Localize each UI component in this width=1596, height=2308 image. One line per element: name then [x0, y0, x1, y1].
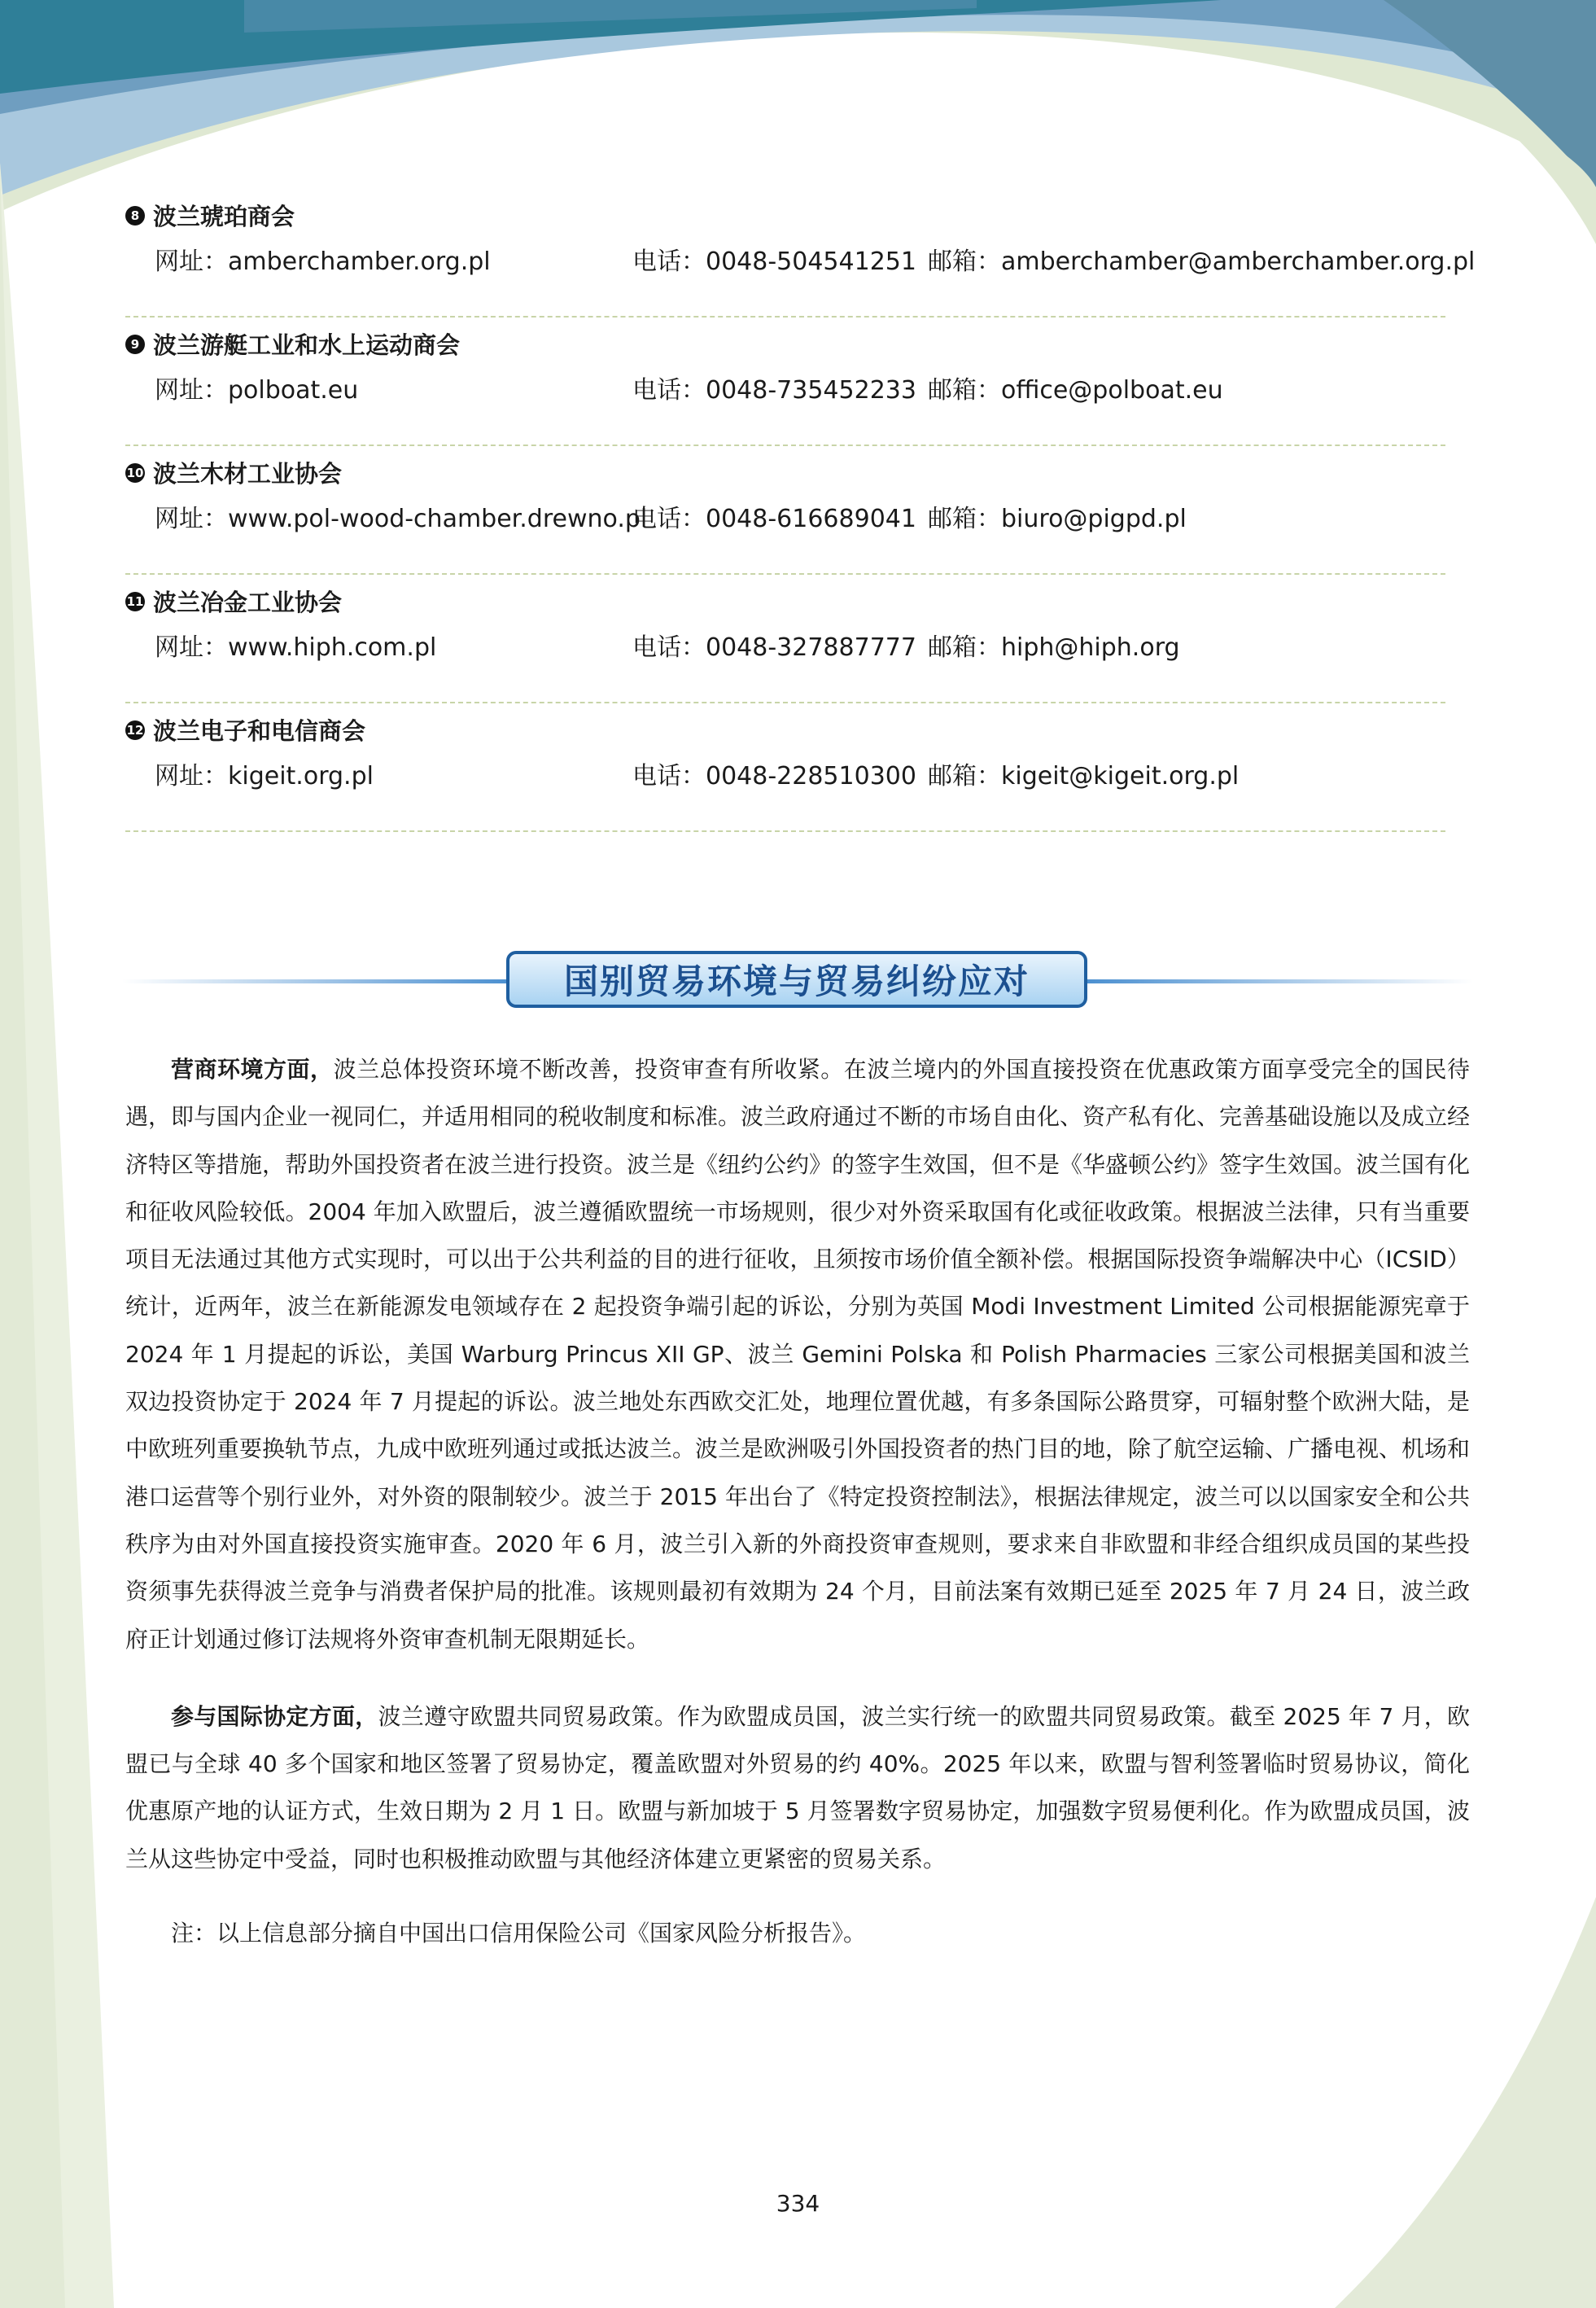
- paragraph-business-environment: [125, 1046, 1470, 1663]
- contact-name: 波兰冶金工业协会: [153, 589, 343, 616]
- contact-title: [125, 456, 342, 489]
- number-badge-icon: 8: [125, 206, 145, 226]
- contact-name: 波兰游艇工业和水上运动商会: [153, 331, 461, 359]
- contact-phone: 电话：0048-327887777: [632, 633, 916, 662]
- source-note: 注：以上信息部分摘自中国出口信用保险公司《国家风险分析报告》。: [171, 1920, 867, 1947]
- number-badge-icon: 12: [125, 720, 145, 740]
- number-badge-icon: 10: [125, 463, 145, 483]
- contact-entry: [125, 446, 1445, 575]
- contact-phone: 电话：0048-504541251: [632, 247, 916, 276]
- paragraph-text: 波兰遵守欧盟共同贸易政策。作为欧盟成员国，波兰实行统一的欧盟共同贸易政策。截至 2025 年 7 月，欧盟已与全球 40 多个国家和地区签署了贸易协定，覆盖欧盟对外贸易的约 40%。2025 年以来，欧盟与智利签署临时贸易协议，简化优惠原产地的认证方式，生效日期为 2 月 1 日。欧盟与新加坡于 5 月签署数字贸易协定，加强数字贸易便利化。作为欧盟成员国，波兰从这些协定中受益，同时也积极推动欧盟与其他经济体建立更紧密的贸易关系。: [125, 1702, 1470, 1872]
- contact-website[interactable]: 网址：polboat.eu: [155, 376, 359, 405]
- contact-title: [125, 713, 365, 747]
- contact-phone: 电话：0048-228510300: [632, 762, 916, 791]
- contact-email[interactable]: 邮箱：kigeit@kigeit.org.pl: [928, 762, 1240, 791]
- contact-email[interactable]: 邮箱：hiph@hiph.org: [928, 633, 1180, 662]
- paragraph-international-agreements: [125, 1693, 1470, 1883]
- section-heading: [122, 951, 1473, 1013]
- section-title: 国别贸易环境与贸易纠纷应对: [506, 951, 1087, 1008]
- heading-rule-right: [1082, 979, 1473, 983]
- contact-list: [125, 189, 1476, 832]
- contact-website[interactable]: 网址：amberchamber.org.pl: [155, 247, 491, 276]
- contact-email[interactable]: 邮箱：biuro@pigpd.pl: [928, 505, 1187, 533]
- contact-title: [125, 585, 342, 618]
- number-badge-icon: 9: [125, 335, 145, 354]
- contact-website[interactable]: 网址：kigeit.org.pl: [155, 762, 374, 791]
- contact-title: [125, 327, 460, 361]
- contact-name: 波兰木材工业协会: [153, 460, 343, 488]
- contact-entry: [125, 575, 1445, 703]
- contact-entry: [125, 703, 1445, 832]
- number-badge-icon: 11: [125, 592, 145, 611]
- paragraph-text: 波兰总体投资环境不断改善，投资审查有所收紧。在波兰境内的外国直接投资在优惠政策方面享受完全的国民待遇，即与国内企业一视同仁，并适用相同的税收制度和标准。波兰政府通过不断的市场自由化、资产私有化、完善基础设施以及成立经济特区等措施，帮助外国投资者在波兰进行投资。波兰是《纽约公约》的签字生效国，但不是《华盛顿公约》签字生效国。波兰国有化和征收风险较低。2004 年加入欧盟后，波兰遵循欧盟统一市场规则，很少对外资采取国有化或征收政策。根据波兰法律，只有当重要项目无法通过其他方式实现时，可以出于公共利益的目的进行征收，且须按市场价值全额补偿。根据国际投资争端解决中心（ICSID）统计，近两年，波兰在新能源发电领域存在 2 起投资争端引起的诉讼，分别为英国 Modi Investment Limited 公司根据能源宪章于 2024 年 1 月提起的诉讼，美国 Warburg Princus XII GP、波兰 Gemini Polska 和 Polish Pharmacies 三家公司根据美国和波兰双边投资协定于 2024 年 7 月提起的诉讼。波兰地处东西欧交汇处，地理位置优越，有多条国际公路贯穿，可辐射整个欧洲大陆，是中欧班列重要换轨节点，九成中欧班列通过或抵达波兰。波兰是欧洲吸引外国投资者的热门目的地，除了航空运输、广播电视、机场和港口运营等个别行业外，对外资的限制较少。波兰于 2015 年出台了《特定投资控制法》，根据法律规定，波兰可以以国家安全和公共秩序为由对外国直接投资实施审查。2020 年 6 月，波兰引入新的外商投资审查规则，要求来自非欧盟和非经合组织成员国的某些投资须事先获得波兰竞争与消费者保护局的批准。该规则最初有效期为 24 个月，目前法案有效期已延至 2025 年 7 月 24 日，波兰政府正计划通过修订法规将外资审查机制无限期延长。: [125, 1056, 1471, 1653]
- contact-name: 波兰琥珀商会: [153, 203, 295, 230]
- contact-title: [125, 199, 295, 232]
- contact-website[interactable]: 网址：www.hiph.com.pl: [155, 633, 437, 662]
- paragraph-lead: 营商环境方面，: [171, 1056, 334, 1083]
- paragraph-lead: 参与国际协定方面，: [171, 1702, 378, 1730]
- contact-name: 波兰电子和电信商会: [153, 717, 366, 745]
- contact-email[interactable]: 邮箱：office@polboat.eu: [928, 376, 1223, 405]
- section-body: [125, 1046, 1470, 1957]
- heading-rule-left: [122, 979, 513, 983]
- contact-entry: [125, 189, 1476, 318]
- contact-email[interactable]: 邮箱：amberchamber@amberchamber.org.pl: [928, 247, 1476, 276]
- contact-entry: [125, 318, 1445, 446]
- contact-website[interactable]: 网址：www.pol-wood-chamber.drewno.pl: [155, 505, 648, 533]
- contact-phone: 电话：0048-735452233: [632, 376, 916, 405]
- contact-phone: 电话：0048-616689041: [632, 505, 916, 533]
- page-number: 334: [776, 2190, 820, 2217]
